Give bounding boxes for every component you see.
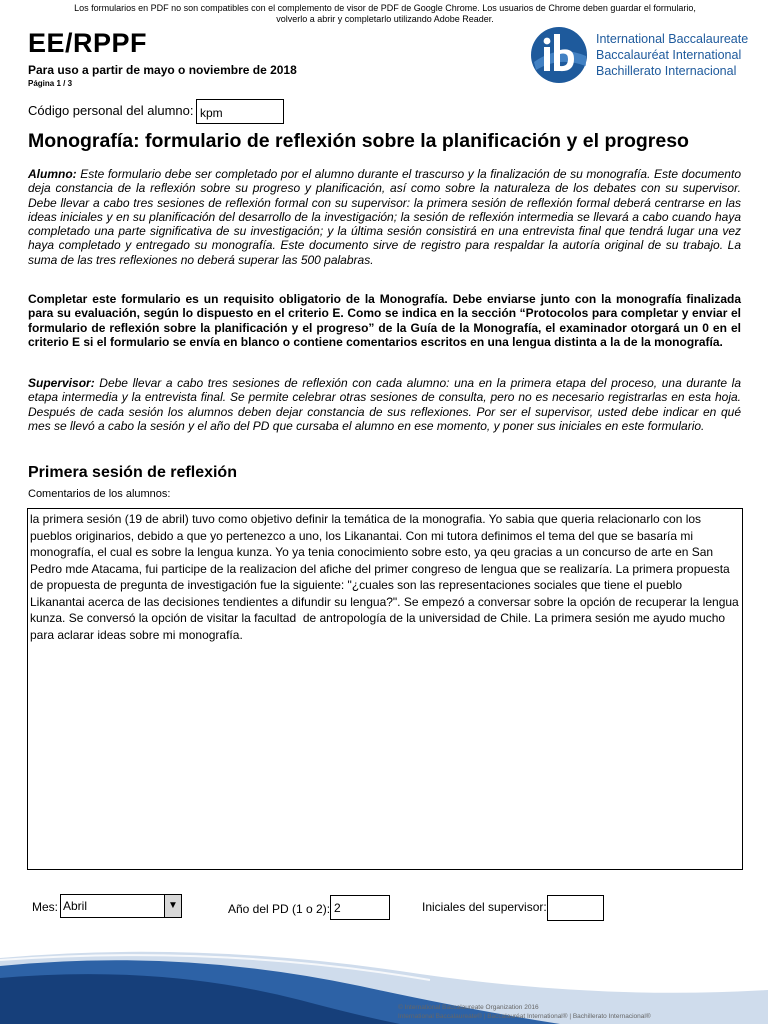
section-title: Primera sesión de reflexión	[28, 464, 237, 481]
footer-line-2: International Baccalaureate® | Baccalauréat International® | Bachillerato Internacional®	[398, 1013, 651, 1020]
ano-input[interactable]: 2	[330, 895, 390, 920]
document-subtitle: Para uso a partir de mayo o noviembre de 2018	[28, 63, 297, 77]
comments-textarea[interactable]: la primera sesión (19 de abril) tuvo como objetivo definir la temática de la monografia. Yo sabia que queria relacionarlo con los pueblos originarios, debido a que yo pertenezco a uno, los Likanantai. Con mi tutora definimos el tema del que se basaría mi monografía, el cual es sobre la lengua kunza. Yo ya tenia conocimiento sobre esto, ya qeu gracias a un concurso de arte en San Pedro mde Atacama, fui participe de la realizacion del afiche del primer congreso de lengua que se realizaría. La primera propuesta de propuesta de pregunta de investigación fue la siguiente: "¿cuales son las representaciones sociales que tiene el pueblo Likanantai acerca de las decisiones tendientes a difundir su lengua?". Se empezó a conversar sobre la opción de recuperar la lengua kunza. Se conversó la opción de visitar la facultad de antropología de la universidad de Chile. La primera sesión me ayudo mucho para aclarar ideas sobre mi monografía.	[27, 508, 743, 870]
ib-logo-text	[596, 31, 748, 79]
page-number: Página 1 / 3	[28, 79, 73, 88]
footer-wave-decoration	[0, 930, 768, 1024]
mes-selected-value: Abril	[63, 899, 88, 913]
footer-line-1: © International Baccalaureate Organization 2016	[398, 1004, 539, 1011]
alumno-text: Este formulario debe ser completado por el alumno durante el trascurso y la finalización de su monografía. Este documento deja constancia de la reflexión sobre su progreso y planificación, así como sobre la naturaleza de los debates con su supervisor. Debe llevar a cabo tres sesiones de reflexión formal con su supervisor: la primera sesión de reflexión formal deberá centrarse en las ideas iniciales y en su planificación del desarrollo de la investigación; la sesión de reflexión intermedia se llevará a cabo cuando haya completado una parte significativa de su investigación; y la última sesión consistirá en una entrevista final que tendrá lugar una vez haya completado y entregado su monografía. Este documento sirve de registro para respaldar la autoría original de su trabajo. La suma de las tres reflexiones no deberá superar las 500 palabras.	[28, 167, 741, 267]
ib-logo	[530, 26, 750, 88]
notice-line-1: Los formularios en PDF no son compatibles con el complemento de visor de PDF de Google Chrome. Los usuarios de Chrome deben guardar el formulario,	[74, 3, 696, 13]
mes-select[interactable]	[60, 894, 182, 918]
comments-label: Comentarios de los alumnos:	[28, 488, 171, 500]
student-code-input[interactable]: kpm	[196, 99, 284, 124]
alumno-paragraph	[28, 167, 741, 267]
ib-logo-icon	[530, 26, 588, 84]
logo-line-2: Baccalauréat International	[596, 48, 742, 62]
mes-label: Mes:	[32, 900, 59, 914]
logo-line-1: International Baccalaureate	[596, 32, 749, 46]
supervisor-lead: Supervisor:	[28, 376, 95, 390]
logo-line-3: Bachillerato Internacional	[596, 64, 737, 78]
iniciales-label: Iniciales del supervisor:	[422, 900, 547, 914]
supervisor-paragraph	[28, 376, 741, 433]
supervisor-text: Debe llevar a cabo tres sesiones de reflexión con cada alumno: una en la primera etapa del proceso, una durante la etapa intermedia y la entrevista final. Se permite celebrar otras sesiones de consulta, pero no es necesario registrarlas en esta hoja. Después de cada sesión los alumnos deben dejar constancia de sus reflexiones. Por ser el supervisor, usted debe indicar en qué mes se llevó a cabo la sesión y el año del PD que cursaba el alumno en ese momento, y poner sus iniciales en este formulario.	[28, 376, 741, 433]
notice-line-2: volverlo a abrir y completarlo utilizando Adobe Reader.	[276, 14, 494, 24]
footer-copyright	[398, 1003, 651, 1021]
chrome-notice	[40, 3, 730, 25]
student-code-label: Código personal del alumno:	[28, 103, 194, 118]
completar-paragraph: Completar este formulario es un requisito obligatorio de la Monografía. Debe enviarse junto con la monografía finalizada para su evaluación, según lo dispuesto en el criterio E. Como se indica en la sección “Protocolos para completar y enviar el formulario de reflexión sobre la planificación y el progreso” de la Guía de la Monografía, el examinador otorgará un 0 en el criterio E si el formulario se envía en blanco o contiene comentarios escritos en una lengua distinta a la de la monografía.	[28, 292, 741, 349]
document-code: EE/RPPF	[28, 28, 148, 58]
form-title: Monografía: formulario de reflexión sobre la planificación y el progreso	[28, 130, 689, 152]
alumno-lead: Alumno:	[28, 167, 77, 181]
iniciales-input[interactable]	[547, 895, 604, 921]
ano-label: Año del PD (1 o 2):	[228, 902, 331, 916]
dropdown-arrow-icon[interactable]: ▼	[164, 895, 181, 917]
